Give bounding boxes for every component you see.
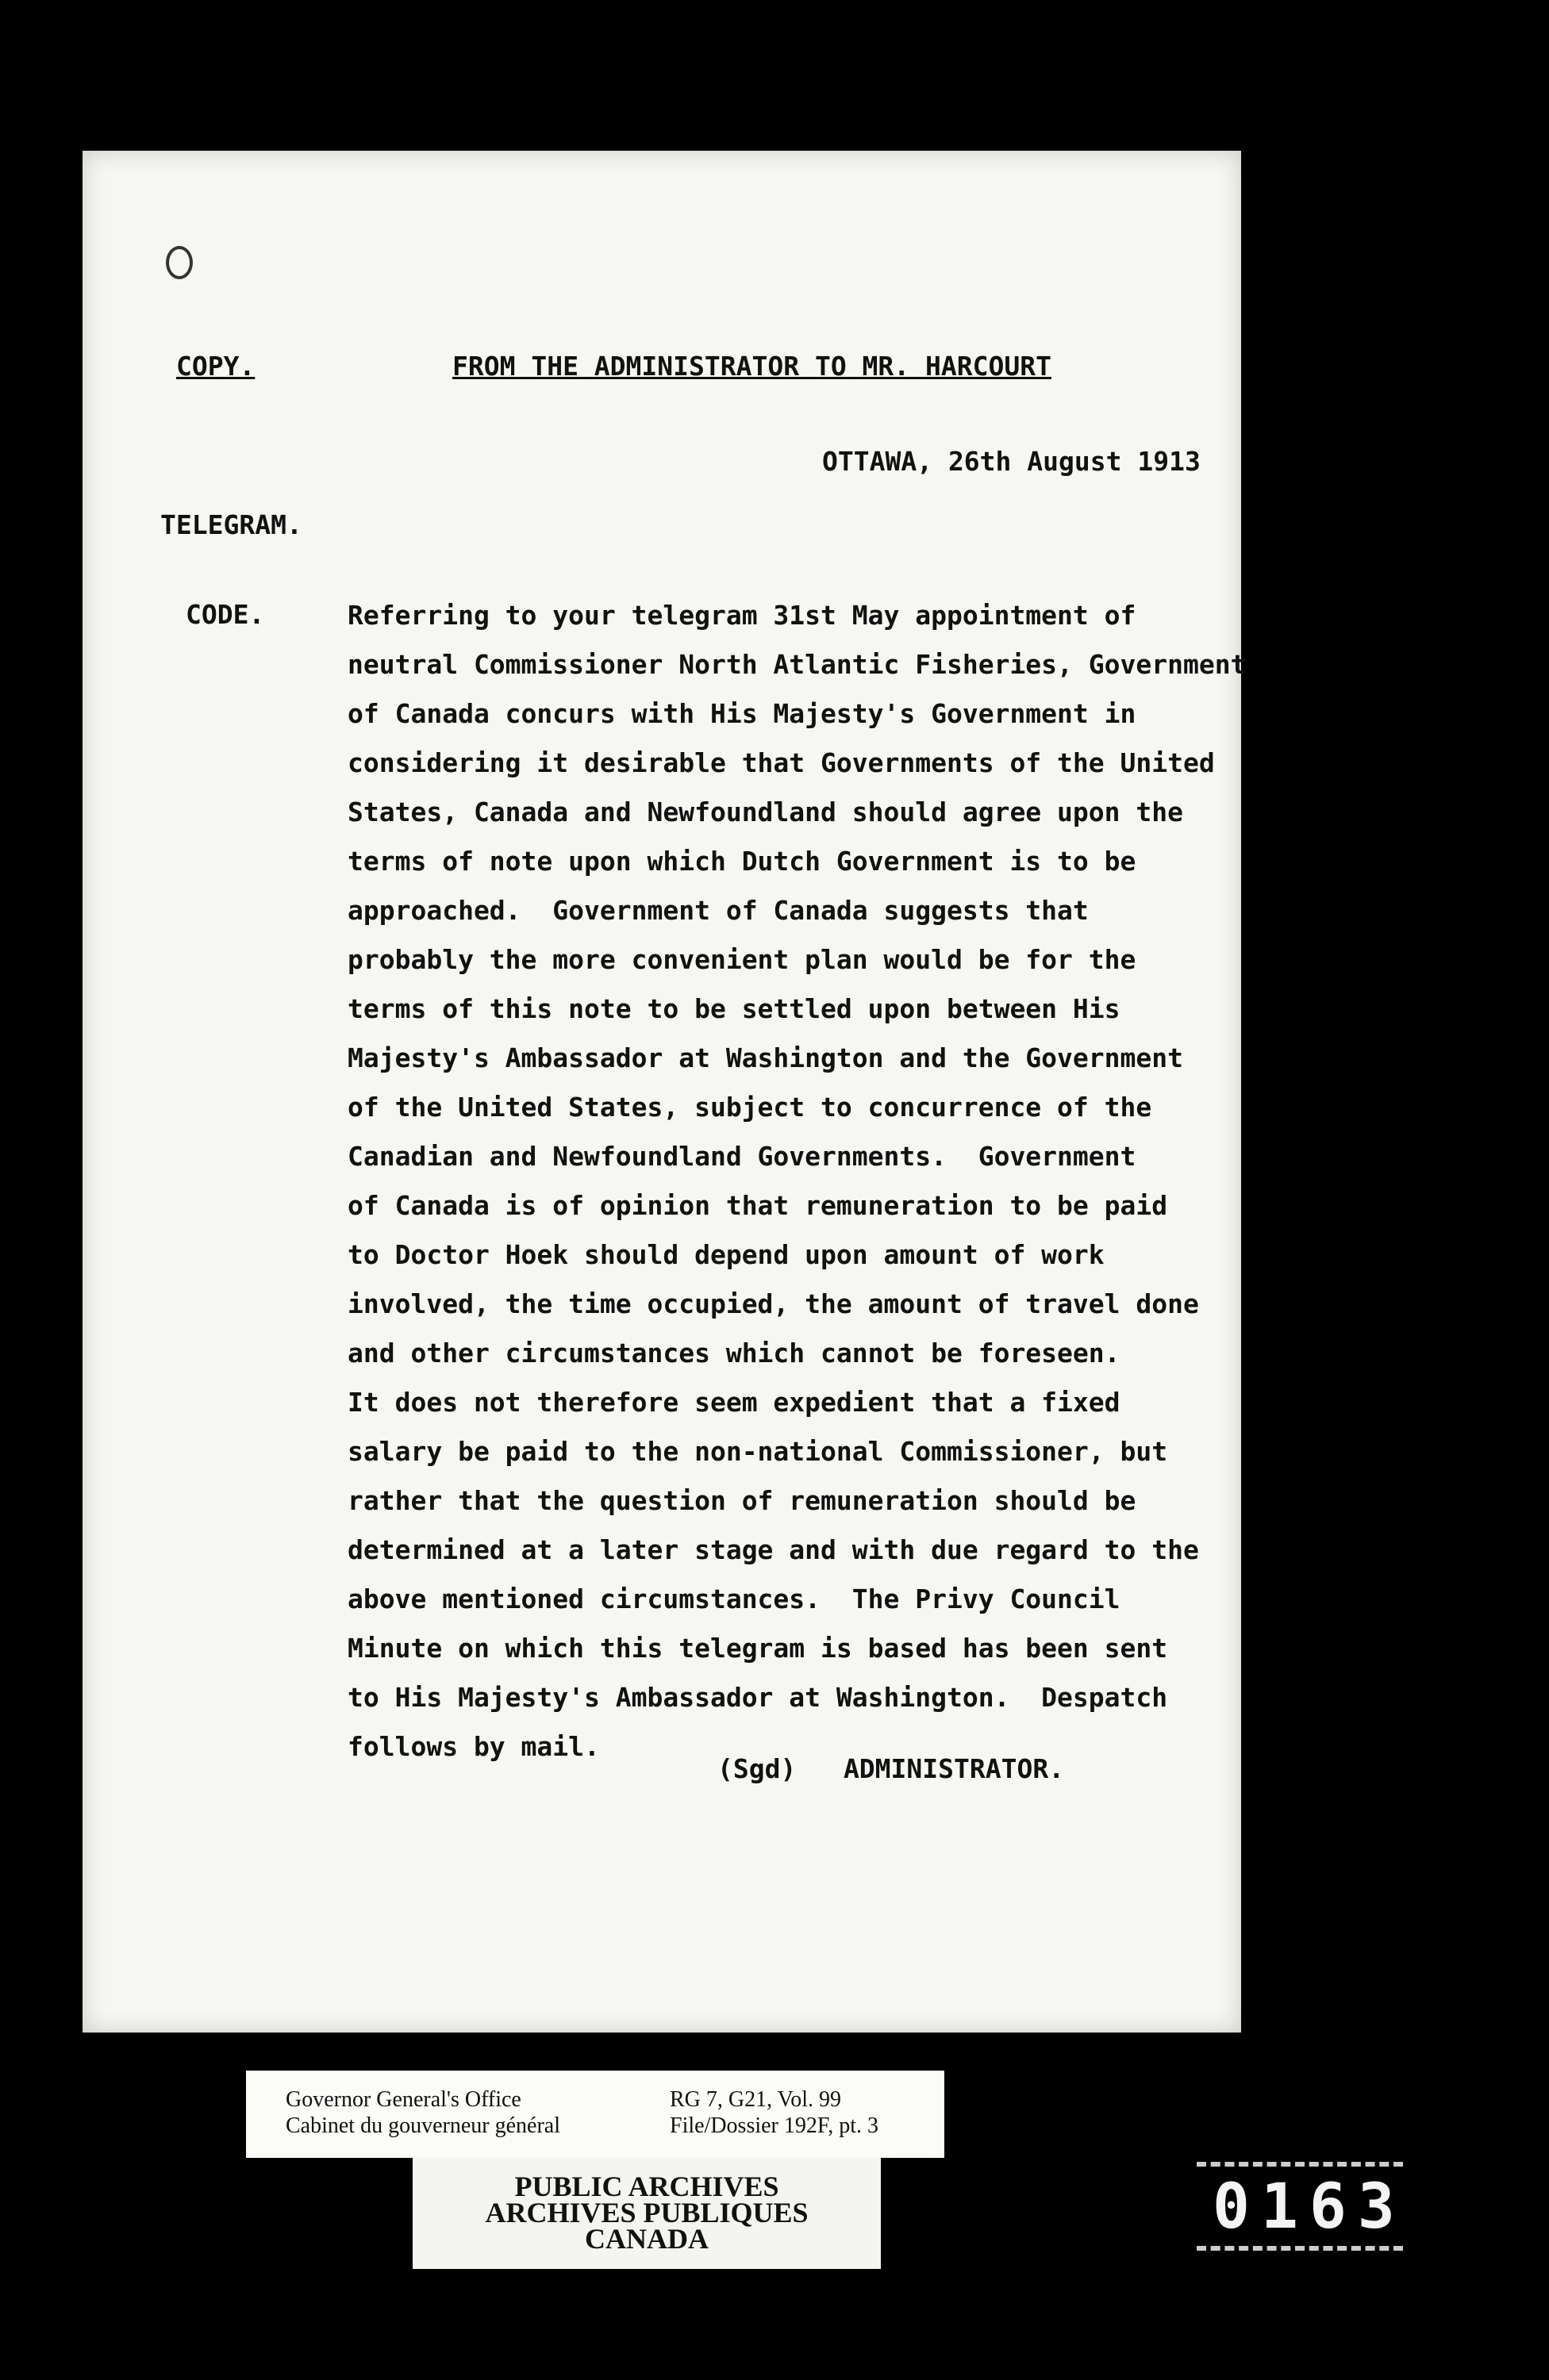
archives-line-fr: ARCHIVES PUBLIQUES bbox=[485, 2197, 809, 2228]
place-date: OTTAWA, 26th August 1913 bbox=[822, 446, 1201, 477]
body-line: Minute on which this telegram is based has been sent bbox=[348, 1633, 1168, 1664]
code-label: CODE. bbox=[186, 599, 265, 630]
film-edge bbox=[0, 2285, 1549, 2380]
body-line: rather that the question of remuneration should be bbox=[348, 1485, 1136, 1516]
frame-number: 0163 bbox=[1213, 2171, 1406, 2243]
telegram-body bbox=[348, 591, 1247, 1772]
document-heading: FROM THE ADMINISTRATOR TO MR. HARCOURT bbox=[452, 351, 1051, 382]
body-line: of Canada concurs with His Majesty's Government in bbox=[348, 698, 1136, 729]
archives-stamp bbox=[413, 2158, 881, 2269]
file-ref: File/Dossier 192F, pt. 3 bbox=[670, 2113, 878, 2138]
copy-label: COPY. bbox=[176, 351, 256, 382]
document-page bbox=[83, 151, 1247, 2033]
body-line: to Doctor Hoek should depend upon amount of work bbox=[348, 1239, 1105, 1270]
signature: (Sgd) ADMINISTRATOR. bbox=[717, 1753, 1065, 1784]
body-line: probably the more convenient plan would be for the bbox=[348, 944, 1136, 975]
punch-hole-icon bbox=[166, 246, 193, 279]
body-line: to His Majesty's Ambassador at Washington. Despatch bbox=[348, 1682, 1168, 1713]
archives-line-en: PUBLIC ARCHIVES bbox=[514, 2171, 779, 2202]
body-line: of the United States, subject to concurrence of the bbox=[348, 1092, 1152, 1123]
body-line: involved, the time occupied, the amount of travel done bbox=[348, 1288, 1199, 1319]
archives-line-country: CANADA bbox=[585, 2223, 709, 2255]
body-line: above mentioned circumstances. The Privy Council bbox=[348, 1583, 1120, 1614]
record-group-ref: RG 7, G21, Vol. 99 bbox=[670, 2087, 842, 2112]
body-line: and other circumstances which cannot be foreseen. bbox=[348, 1338, 1120, 1368]
frame-number-badge bbox=[1197, 2162, 1406, 2251]
office-name-fr: Cabinet du gouverneur général bbox=[286, 2113, 560, 2138]
body-line: neutral Commissioner North Atlantic Fisheries, Government bbox=[348, 649, 1247, 680]
body-line: of Canada is of opinion that remuneration to be paid bbox=[348, 1190, 1168, 1221]
body-line: considering it desirable that Governments of the United bbox=[348, 747, 1215, 778]
body-line: approached. Government of Canada suggests that bbox=[348, 895, 1089, 926]
office-name-en: Governor General's Office bbox=[286, 2087, 521, 2112]
body-line: Canadian and Newfoundland Governments. Government bbox=[348, 1141, 1136, 1172]
body-line: It does not therefore seem expedient that a fixed bbox=[348, 1387, 1120, 1418]
body-line: determined at a later stage and with due regard to the bbox=[348, 1534, 1199, 1565]
body-line: salary be paid to the non-national Commissioner, but bbox=[348, 1436, 1168, 1467]
body-line: follows by mail. bbox=[348, 1731, 600, 1762]
body-line: terms of this note to be settled upon between His bbox=[348, 993, 1120, 1024]
body-line: Majesty's Ambassador at Washington and the Government bbox=[348, 1042, 1183, 1073]
body-line: Referring to your telegram 31st May appointment of bbox=[348, 600, 1136, 631]
body-line: States, Canada and Newfoundland should agree upon the bbox=[348, 797, 1183, 827]
archive-label-card bbox=[246, 2071, 944, 2158]
telegram-label: TELEGRAM. bbox=[160, 509, 302, 540]
body-line: terms of note upon which Dutch Government is to be bbox=[348, 846, 1136, 877]
